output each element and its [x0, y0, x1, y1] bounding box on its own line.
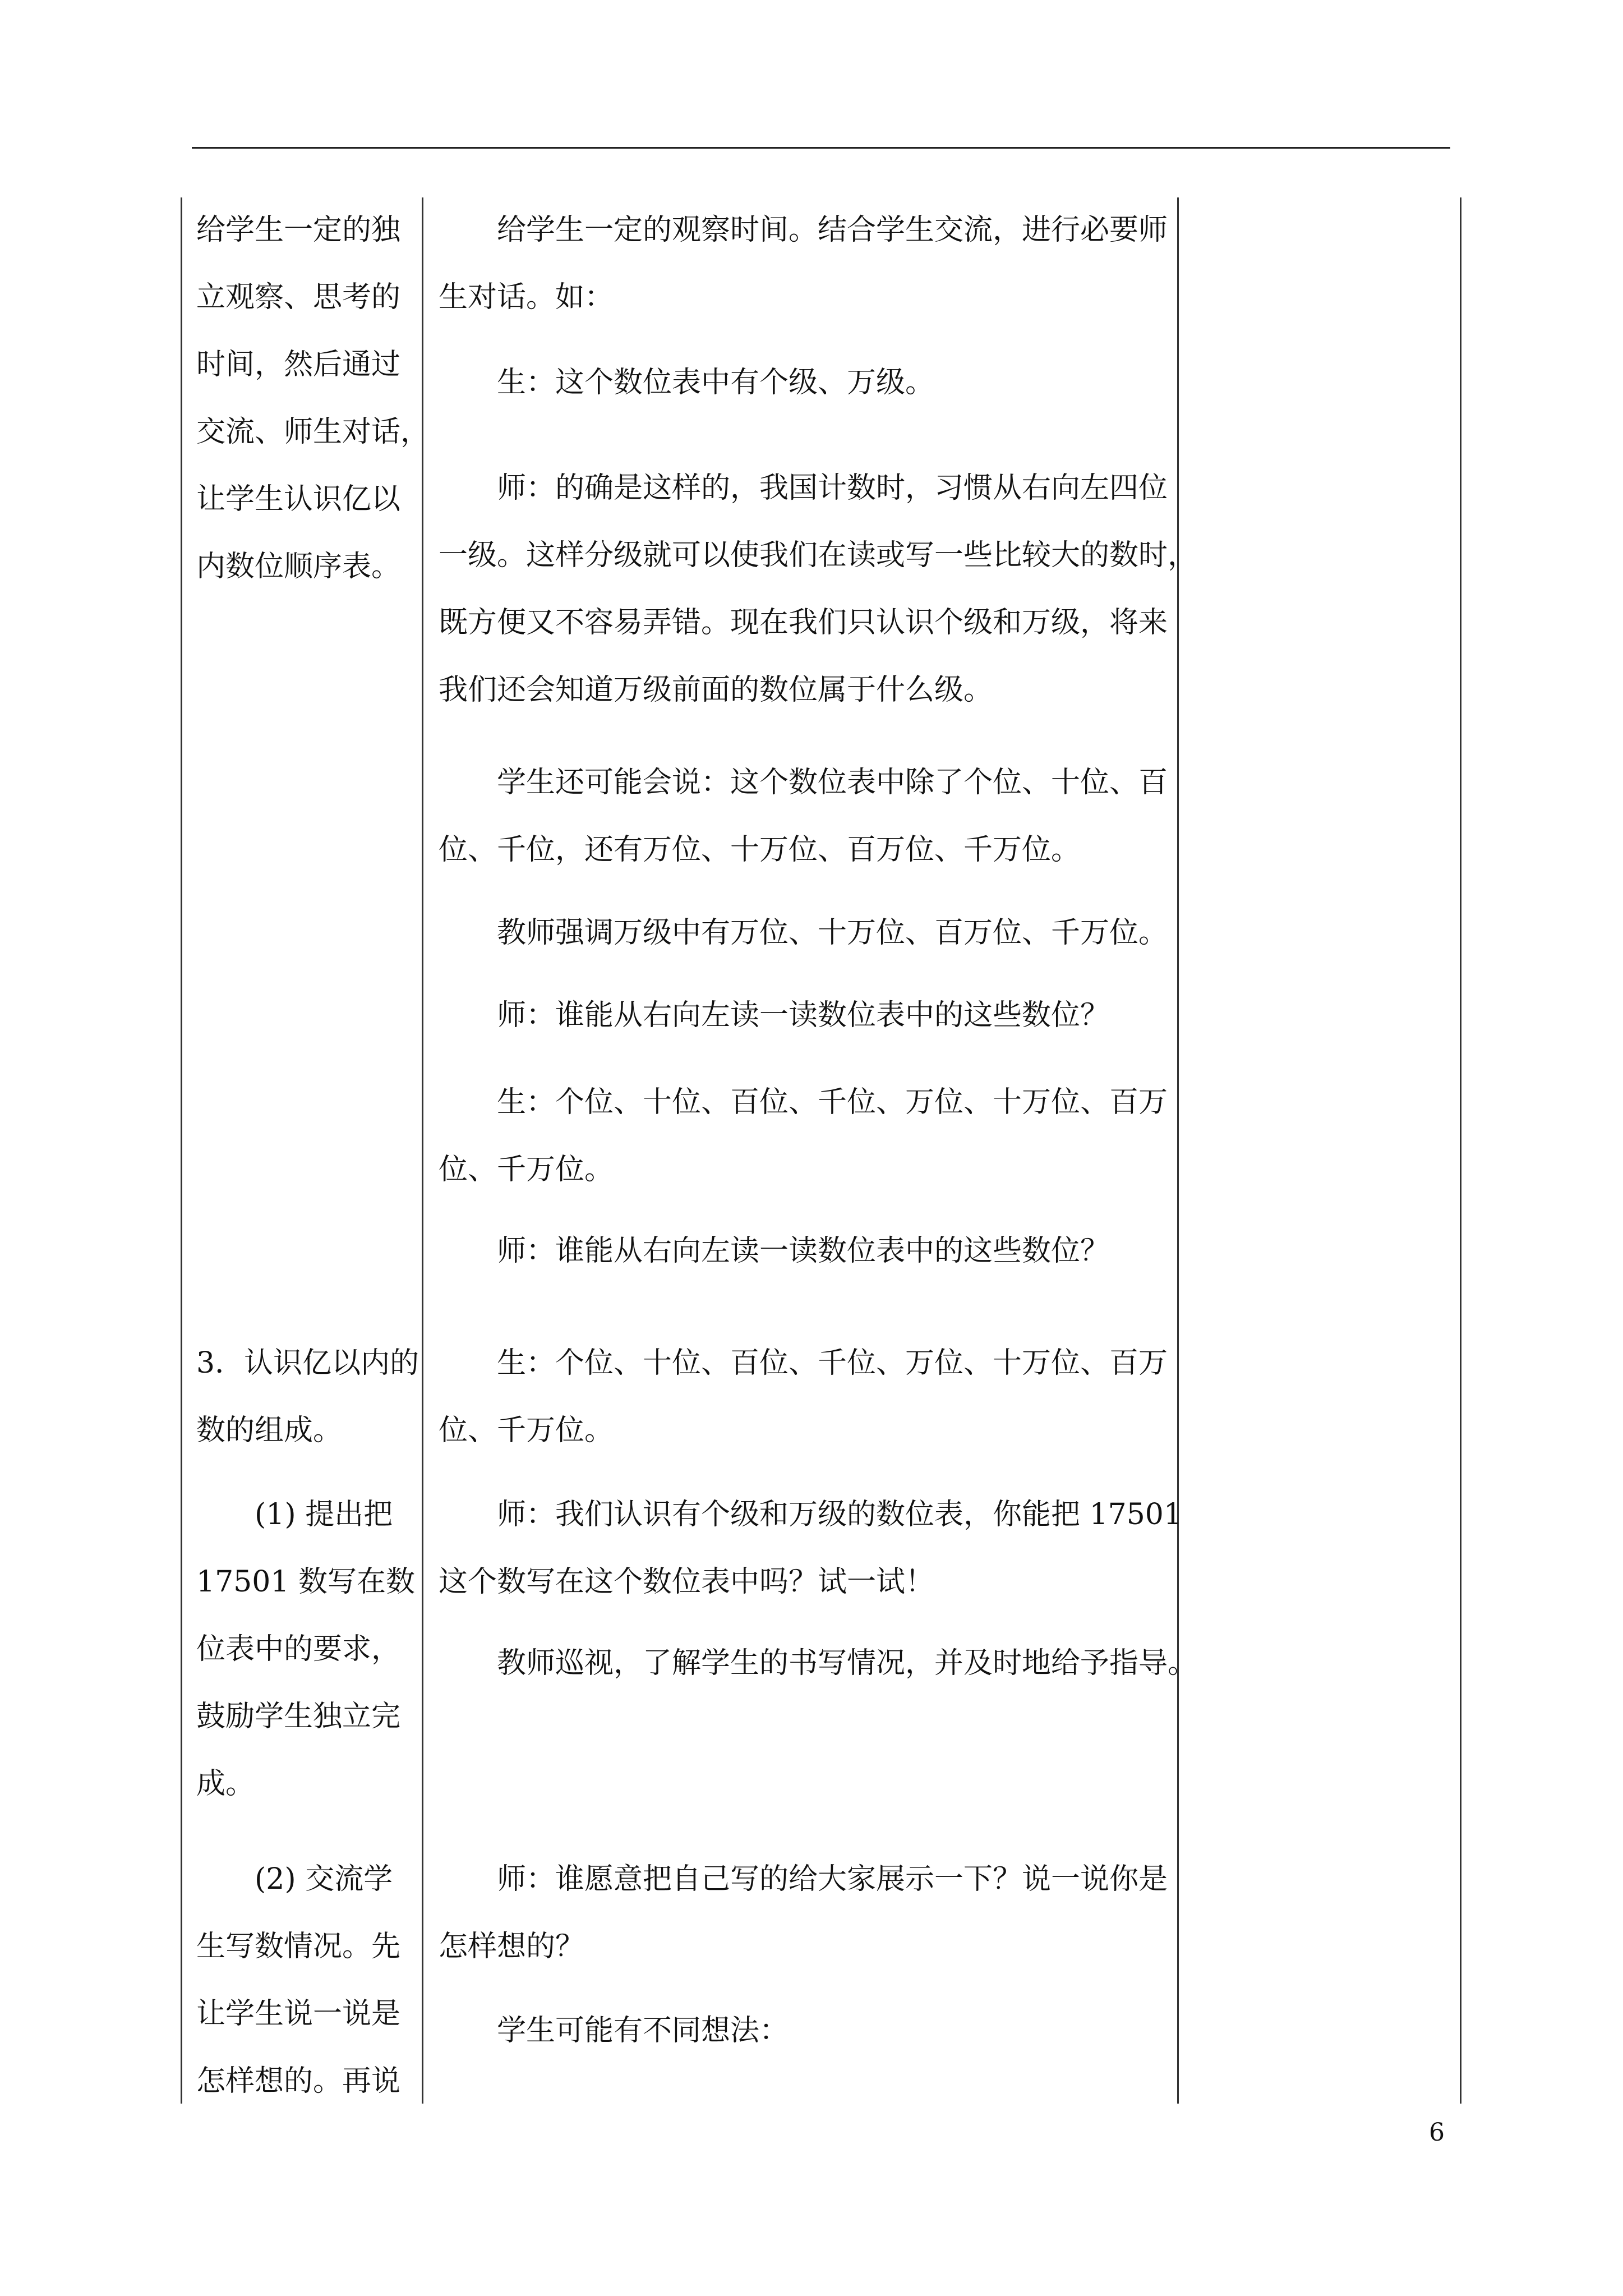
intent-block-section-3	[196, 1329, 419, 1464]
text-line: 怎样想的。再说	[196, 2064, 401, 2098]
text-line: 鼓励学生独立完	[196, 1700, 401, 1733]
text-line: 生对话。如：	[439, 280, 614, 314]
intent-block-observation	[196, 196, 430, 600]
table-border-left	[181, 197, 182, 2104]
text-line: 生：个位、十位、百位、千位、万位、十万位、百万	[497, 1346, 1168, 1380]
intent-block-step-1	[196, 1481, 415, 1818]
text-line: 让学生说一说是	[196, 1997, 401, 2031]
text-line: 生写数情况。先	[196, 1930, 401, 1963]
table-divider-1	[422, 197, 423, 2104]
text-line: 17501 数写在数	[196, 1565, 415, 1599]
text-line: 教师巡视，了解学生的书写情况，并及时地给予指导。	[497, 1646, 1197, 1680]
text-line: 数的组成。	[196, 1414, 343, 1447]
text-line: 学生可能有不同想法：	[497, 2014, 789, 2047]
text-line: 给学生一定的观察时间。结合学生交流，进行必要师	[497, 213, 1168, 247]
paragraph	[439, 1217, 1163, 1285]
paragraph	[439, 982, 1163, 1049]
text-line: 成。	[196, 1767, 255, 1801]
page-number: 6	[1429, 2118, 1445, 2147]
paragraph	[439, 1997, 1163, 2064]
paragraph	[439, 196, 1168, 331]
text-line: 师：的确是这样的，我国计数时，习惯从右向左四位	[497, 471, 1168, 505]
text-line: 我们还会知道万级前面的数位属于什么级。	[439, 673, 993, 707]
text-line: 一级。这样分级就可以使我们在读或写一些比较大的数时，	[439, 539, 1197, 572]
text-line: 师：谁能从右向左读一读数位表中的这些数位？	[497, 1234, 1110, 1268]
text-line: 3．认识亿以内的	[196, 1346, 419, 1380]
paragraph	[439, 1630, 1197, 1697]
text-line: (1) 提出把	[255, 1498, 393, 1531]
text-line: 教师强调万级中有万位、十万位、百万位、千万位。	[497, 916, 1168, 950]
text-line: 怎样想的？	[439, 1930, 585, 1963]
text-line: 立观察、思考的	[196, 280, 401, 314]
text-line: 位、千万位。	[439, 1153, 614, 1186]
text-line: 让学生认识亿以	[196, 482, 401, 516]
text-line: 时间，然后通过	[196, 348, 401, 381]
text-line: 内数位顺序表。	[196, 550, 401, 583]
text-line: 给学生一定的独	[196, 213, 401, 247]
text-line: (2) 交流学	[255, 1862, 393, 1896]
text-line: 师：谁能从右向左读一读数位表中的这些数位？	[497, 999, 1110, 1032]
intent-block-step-2	[196, 1846, 411, 2115]
table-border-right	[1460, 197, 1461, 2104]
table-divider-2	[1177, 197, 1179, 2104]
text-line: 师：我们认识有个级和万级的数位表，你能把 17501	[497, 1498, 1182, 1531]
paragraph	[439, 1846, 1168, 1980]
text-line: 位、千万位。	[439, 1414, 614, 1447]
paragraph	[439, 749, 1168, 884]
text-line: 生：这个数位表中有个级、万级。	[497, 366, 935, 399]
paragraph	[439, 454, 1197, 724]
paragraph	[439, 899, 1168, 967]
header-rule	[192, 147, 1450, 149]
paragraph	[439, 1069, 1168, 1203]
text-line: 既方便又不容易弄错。现在我们只认识个级和万级，将来	[439, 606, 1168, 639]
paragraph	[439, 1481, 1182, 1616]
text-line: 学生还可能会说：这个数位表中除了个位、十位、百	[497, 766, 1168, 799]
text-line: 生：个位、十位、百位、千位、万位、十万位、百万	[497, 1085, 1168, 1119]
text-line: 交流、师生对话，	[196, 415, 430, 449]
text-line: 这个数写在这个数位表中吗？试一试！	[439, 1565, 935, 1599]
text-line: 位、千位，还有万位、十万位、百万位、千万位。	[439, 833, 1081, 867]
text-line: 师：谁愿意把自己写的给大家展示一下？说一说你是	[497, 1862, 1168, 1896]
text-line: 位表中的要求，	[196, 1632, 401, 1666]
paragraph	[439, 1329, 1168, 1464]
paragraph	[439, 349, 1163, 416]
